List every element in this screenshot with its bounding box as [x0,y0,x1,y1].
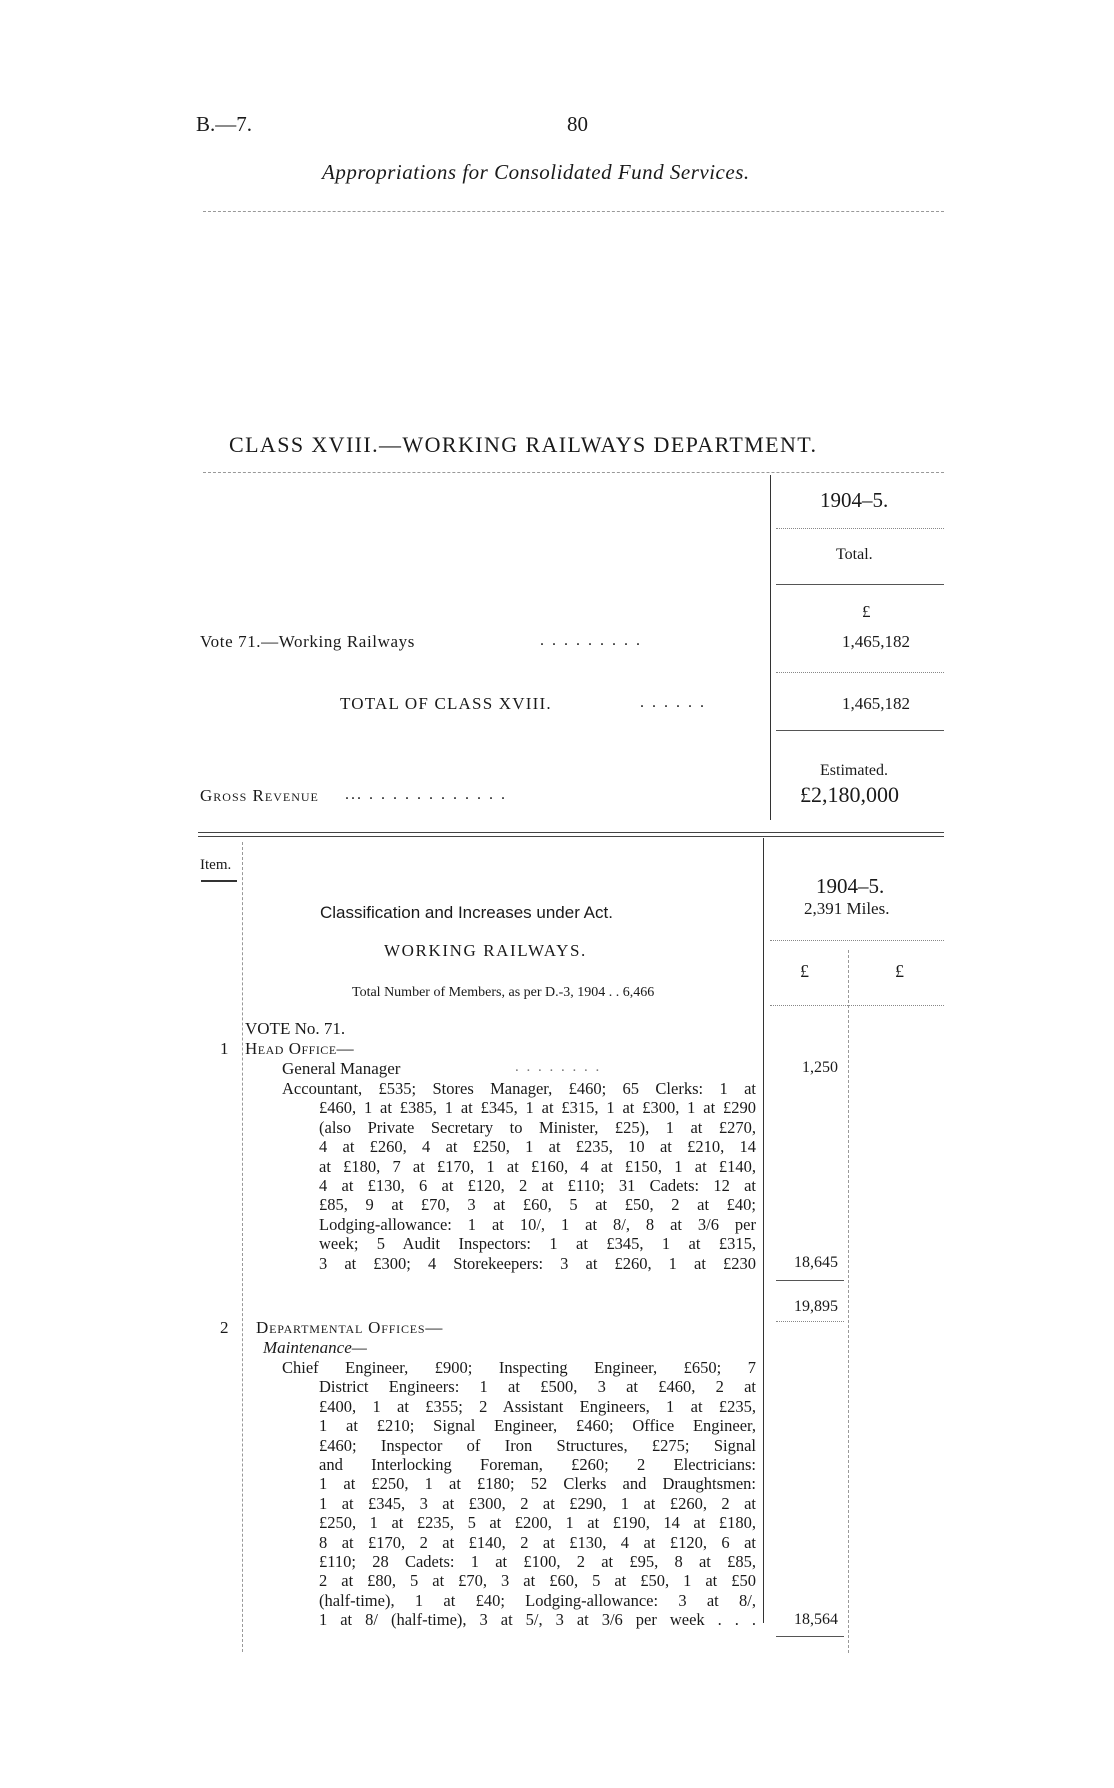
class-total-dots: . . . . . . [640,694,706,711]
gross-revenue-label: Gross Revenue [200,786,319,805]
item-1-subtotal-rule [776,1280,844,1281]
summary-total-label: Total. [836,546,873,563]
doc-reference: B.—7. [196,112,253,136]
item-2-line: £460; Inspector of Iron Structures, £275; Signal [319,1435,756,1455]
item-1-line: (also Private Secretary to Minister, £25), 1 at £270, [319,1117,756,1137]
general-manager-label: General Manager [282,1059,401,1078]
item-2-line: £110; 28 Cadets: 1 at £100, 2 at £95, 8 at £85, [319,1552,756,1572]
general-manager-amount: 1,250 [802,1059,838,1076]
item-1-amount: 18,645 [794,1254,838,1271]
col1-currency: £ [800,961,809,981]
detail-year: 1904–5. [816,874,885,898]
summary-year-rule [776,528,944,529]
general-manager-dots: . . . . . . . . [515,1059,602,1075]
class-total-rule [776,730,944,731]
item-1-line: week; 5 Audit Inspectors: 1 at £345, 1 at £315, [319,1234,756,1254]
item-1-number: 1 [220,1039,229,1058]
col2-currency: £ [895,961,904,981]
summary-column-divider [770,475,771,820]
page-number: 80 [567,112,588,136]
item-column-header: Item. [200,857,232,873]
item-2-line: 1 at £345, 3 at £300, 2 at £290, 1 at £260, 2 at [319,1493,756,1513]
summary-total-rule [776,584,944,585]
running-title: Appropriations for Consolidated Fund Services. [322,160,750,184]
header-divider [203,211,944,212]
item-2-number: 2 [220,1318,229,1337]
gross-revenue-amount: £2,180,000 [800,782,899,807]
item-2-line: (half-time), 1 at £40; Lodging-allowance: 3 at 8/, [319,1590,756,1610]
item-2-subtitle: Maintenance— [263,1338,367,1357]
class-total-label: TOTAL OF CLASS XVIII. [340,694,552,713]
vote-71-rule [776,672,944,673]
detail-year-rule [770,940,944,941]
item-2-title: Departmental Offices— [256,1318,444,1337]
class-total-amount: 1,465,182 [842,694,910,713]
item-1-subtotal-underline [776,1321,844,1322]
working-railways-heading: WORKING RAILWAYS. [384,941,587,960]
item-1-line: Lodging-allowance: 1 at 10/, 1 at 8/, 8 at 3/6 per [319,1214,756,1234]
detail-miles: 2,391 Miles. [804,899,890,918]
item-2-line: £400, 1 at £355; 2 Assistant Engineers, 1 at £235, [319,1396,756,1416]
item-2-line: Chief Engineer, £900; Inspecting Engineer, £650; 7 [282,1358,756,1377]
item-2-line: 2 at £80, 5 at £70, 3 at £60, 5 at £50, 1 at £50 [319,1571,756,1591]
item-1-line: at £180, 7 at £170, 1 at £160, 4 at £150, 1 at £140, [319,1156,756,1176]
item-1-line: Accountant, £535; Stores Manager, £460; 65 Clerks: 1 at [282,1079,756,1098]
class-title-rule [203,472,944,473]
item-2-line: and Interlocking Foreman, £260; 2 Electricians: [319,1455,756,1475]
item-2-line: £250, 1 at £235, 5 at £200, 1 at £190, 14 at £180, [319,1513,756,1533]
item-2-line: 1 at £250, 1 at £180; 52 Clerks and Draughtsmen: [319,1474,756,1494]
vote-71-label: Vote 71.—Working Railways [200,632,415,651]
vote-71-amount: 1,465,182 [842,632,910,651]
detail-col2-divider [848,950,849,1653]
detail-col-divider [763,838,764,1623]
item-1-subtotal-col: 19,895 [794,1298,838,1315]
currency-rule [770,1005,944,1006]
item-1-line: £460, 1 at £385, 1 at £345, 1 at £315, 1 at £300, 1 at £290 [319,1098,756,1118]
item-1-title: Head Office— [245,1039,355,1058]
item-1-line: 4 at £260, 4 at £250, 1 at £235, 10 at £210, 14 [319,1137,756,1157]
item-2-line: District Engineers: 1 at £500, 3 at £460, 2 at [319,1377,756,1397]
item-2-amount: 18,564 [794,1611,838,1628]
detail-left-divider [242,842,243,1652]
item-2-line: 8 at £170, 2 at £140, 2 at £130, 4 at £120, 6 at [319,1532,756,1552]
item-header-rule [201,880,237,882]
summary-currency: £ [862,602,871,621]
detail-header-rule [198,832,944,837]
item-2-detail-text [282,1358,756,1630]
summary-year: 1904–5. [820,488,889,512]
item-2-amount-rule [776,1636,844,1637]
vote-71-dots: . . . . . . . . . [540,632,642,649]
classification-heading: Classification and Increases under Act. [320,903,613,922]
item-1-line: £85, 9 at £70, 3 at £60, 5 at £50, 2 at £40; [319,1195,756,1215]
vote-number: VOTE No. 71. [245,1019,346,1038]
members-note: Total Number of Members, as per D.-3, 1904 . . 6,466 [352,985,655,1000]
gross-revenue-dots: ... . . . . . . . . . . . . [345,786,507,803]
item-1-line: 3 at £300; 4 Storekeepers: 3 at £260, 1 at £230 [319,1253,756,1273]
item-2-line: 1 at 8/ (half-time), 3 at 5/, 3 at 3/6 per week . . . [319,1610,756,1630]
class-title: CLASS XVIII.—WORKING RAILWAYS DEPARTMENT. [229,432,818,457]
item-1-detail-text [282,1079,756,1273]
item-1-line: 4 at £130, 6 at £120, 2 at £110; 31 Cadets: 12 at [319,1176,756,1196]
item-2-line: 1 at £210; Signal Engineer, £460; Office Engineer, [319,1416,756,1436]
estimated-label: Estimated. [820,762,888,779]
